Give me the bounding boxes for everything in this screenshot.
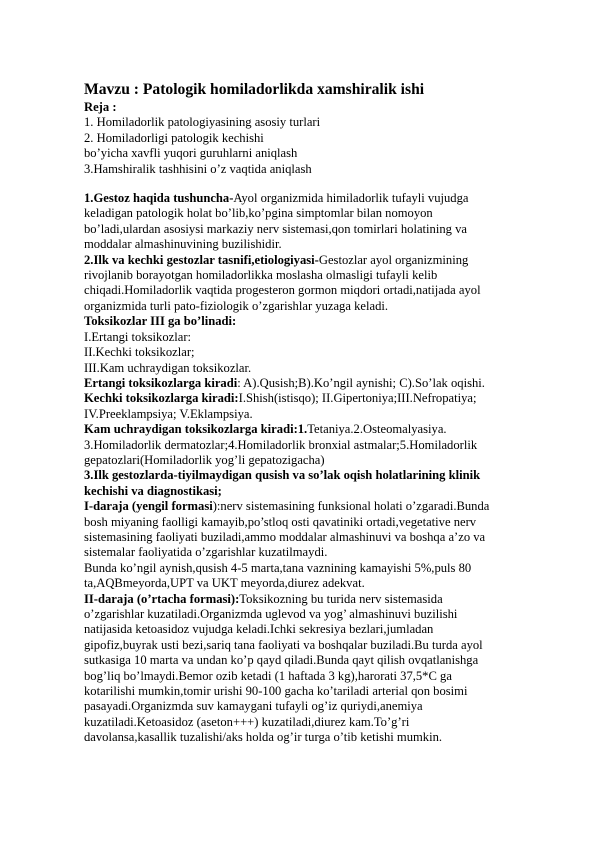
- body-line: [84, 499, 546, 514]
- page-title: Mavzu : Patologik homiladorlikda xamshiralik ishi: [84, 81, 425, 98]
- body-line: [84, 592, 546, 607]
- body-line: [84, 283, 546, 298]
- text-run: II.Kechki toksikozlar;: [84, 345, 195, 360]
- body-line: [84, 299, 546, 314]
- body-line: [84, 222, 546, 237]
- text-run: : A).Qusish;B).Ko’ngil aynishi; C).So’lak oqishi.: [237, 375, 485, 390]
- text-run: sutkasiga 10 marta va undan ko’p qayd qiladi.Bunda qayt qilish ovqatlanishga: [84, 653, 479, 668]
- text-run: 3.Homiladorlik dermatozlar;4.Homiladorlik bronxial astmalar;5.Homiladorlik: [84, 437, 478, 452]
- text-run: ta,AQBmeyorda,UPT va UKT meyorda,diurez adekvat.: [84, 576, 365, 591]
- body-line: [84, 391, 546, 406]
- body-line: [84, 545, 546, 560]
- text-run: Gestozlar ayol organizmining: [318, 252, 469, 267]
- plan-item: bo’yicha xavfli yuqori guruhlarni aniqlash: [84, 146, 298, 161]
- text-run: organizmida turli pato-fiziologik o’zgarishlar yuzaga keladi.: [84, 298, 389, 313]
- text-run: moddalar almashinuvining buzilishidir.: [84, 237, 282, 252]
- body-line: [84, 206, 546, 221]
- text-run: IV.Preeklampsiya; V.Eklampsiya.: [84, 406, 253, 421]
- bold-run: Kam uchraydigan toksikozlarga kiradi:1.: [84, 422, 308, 437]
- text-run: rivojlanib borayotgan homiladorlikka moslasha olmasligi tufayli kelib: [84, 268, 438, 283]
- text-run: keladigan patologik holat bo’lib,ko’pgina simptomlar bilan nomoyon: [84, 206, 433, 221]
- text-run: bosh miyaning faolligi kamayib,po’stloq osti qavatiniki ortadi,vegetative nerv: [84, 514, 477, 529]
- plan-list: [84, 115, 546, 177]
- document-page: [84, 80, 546, 746]
- text-run: Bunda ko’ngil aynish,qusish 4-5 marta,tana vaznining kamayishi 5%,puls 80: [84, 560, 472, 575]
- body-line: [84, 669, 546, 684]
- text-run: III.Kam uchraydigan toksikozlar.: [84, 360, 252, 375]
- text-run: I.Shish(istisqo); II.Gipertoniya;III.Nefropatiya;: [238, 391, 477, 406]
- plan-item: 3.Hamshiralik tashhisini o’z vaqtida aniqlash: [84, 161, 312, 176]
- body-line: [84, 361, 546, 376]
- bold-run: I-daraja (yengil formasi: [84, 499, 213, 514]
- plan-item: 1. Homiladorlik patologiyasining asosiy turlari: [84, 115, 321, 130]
- document-body: [84, 191, 546, 746]
- body-line: [84, 345, 546, 360]
- text-run: bo’ladi,ulardan asosiysi markaziy nerv sistemasi,qon tomirlari holatining va: [84, 221, 467, 236]
- body-line: [84, 607, 546, 622]
- text-run: bog’liq bo’lmaydi.Bemor ozib ketadi (1 haftada 3 kg),harorati 37,5*C ga: [84, 668, 452, 683]
- body-line: [84, 468, 546, 483]
- body-line: [84, 376, 546, 391]
- body-line: [84, 438, 546, 453]
- text-run: sistemasining faoliyati buziladi,ammo moddalar almashinuvi va boshqa a’zo va: [84, 529, 486, 544]
- bold-run: 2.Ilk va kechki gestozlar tasnifi,etiologiyasi-: [84, 252, 319, 267]
- body-line: [84, 407, 546, 422]
- text-run: kotarilishi mumkin,tomir urishi 90-100 gacha ko’tariladi arterial qon bosimi: [84, 684, 468, 699]
- body-line: [84, 699, 546, 714]
- text-run: sistemalar faoliyatida o’zgarishlar kuzatilmaydi.: [84, 545, 328, 560]
- bold-run: 3.Ilk gestozlarda-tiyilmaydigan qusish va so’lak oqish holatlarining klinik: [84, 468, 481, 483]
- body-line: [84, 715, 546, 730]
- body-line: [84, 237, 546, 252]
- text-run: chiqadi.Homiladorlik vaqtida progesteron gormon miqdori ortadi,natijada ayol: [84, 283, 481, 298]
- plan-item: 2. Homiladorligi patologik kechishi: [84, 130, 264, 145]
- body-line: [84, 422, 546, 437]
- body-line: [84, 638, 546, 653]
- body-line: [84, 653, 546, 668]
- text-run: I.Ertangi toksikozlar:: [84, 329, 192, 344]
- bold-run: Toksikozlar III ga bo’linadi:: [84, 314, 237, 329]
- body-line: [84, 576, 546, 591]
- text-run: Tetaniya.2.Osteomalyasiya.: [307, 422, 447, 437]
- body-line: [84, 684, 546, 699]
- text-run: Ayol organizmida himiladorlik tufayli vujudga: [233, 191, 469, 206]
- text-run: o’zgarishlar kuzatiladi.Organizmda uglevod va yog’ almashinuvi buzilishi: [84, 607, 458, 621]
- body-line: [84, 515, 546, 530]
- bold-run: Ertangi toksikozlarga kiradi: [84, 375, 238, 390]
- bold-run: Kechki toksikozlarga kiradi:: [84, 391, 239, 406]
- body-line: [84, 622, 546, 637]
- text-run: gepatozlari(Homiladorlik yog’li gepatozigacha): [84, 452, 325, 467]
- body-line: [84, 330, 546, 345]
- plan-heading: Reja :: [84, 100, 117, 114]
- body-line: [84, 253, 546, 268]
- text-run: ):nerv sistemasining funksional holati o’zgaradi.Bunda: [212, 499, 490, 514]
- text-run: kuzatiladi.Ketoasidoz (aseton+++) kuzatiladi,diurez kam.To’g’ri: [84, 714, 410, 729]
- body-line: [84, 730, 546, 745]
- text-run: Toksikozning bu turida nerv sistemasida: [239, 591, 443, 606]
- bold-run: kechishi va diagnostikasi;: [84, 483, 222, 498]
- bold-run: II-daraja (o’rtacha formasi):: [84, 591, 240, 606]
- body-line: [84, 453, 546, 468]
- body-line: [84, 561, 546, 576]
- body-line: [84, 268, 546, 283]
- body-line: [84, 314, 546, 329]
- text-run: pasayadi.Organizmda suv kamaygani tufayli og’iz quriydi,anemiya: [84, 699, 423, 714]
- bold-run: 1.Gestoz haqida tushuncha-: [84, 191, 234, 206]
- text-run: gipofiz,buyrak usti bezi,sariq tana faoliyati va boshqalar buziladi.Bu turda ayol: [84, 637, 483, 652]
- body-line: [84, 530, 546, 545]
- body-line: [84, 484, 546, 499]
- text-run: natijasida ketoasidoz vujudga keladi.Ichki sekresiya bezlari,jumladan: [84, 622, 434, 637]
- paragraph-gap: [84, 177, 546, 191]
- body-line: [84, 191, 546, 206]
- text-run: davolansa,kasallik tuzalishi/aks holda og’ir turga o’tib ketishi mumkin.: [84, 730, 443, 745]
